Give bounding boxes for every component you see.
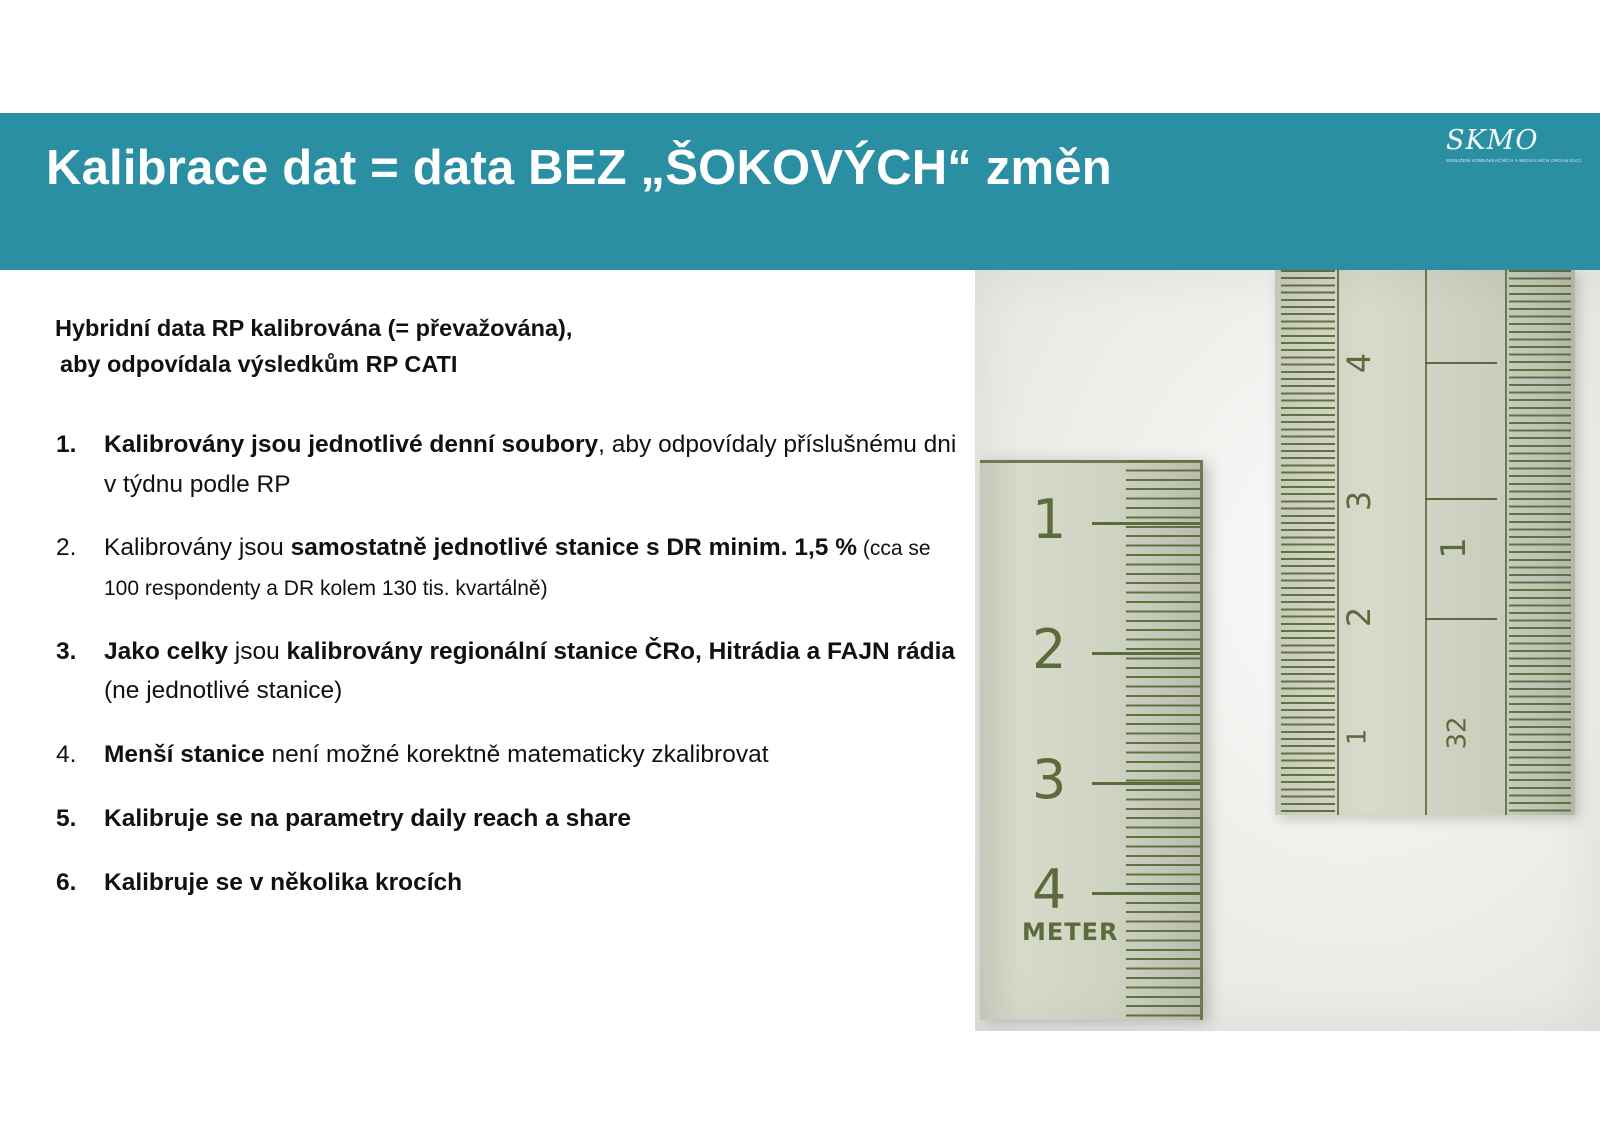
list-item xyxy=(52,425,957,504)
inch-label-2: 2 xyxy=(1340,606,1379,628)
list-item-text: jsou xyxy=(227,637,287,665)
metric-label-2: 2 xyxy=(1032,618,1067,681)
list-item-text: (ne jednotlivé stanice) xyxy=(104,677,343,705)
logo-wordmark: SKMO xyxy=(1446,125,1539,156)
lead-line-1: Hybridní data RP kalibrována (= převažována), xyxy=(55,315,573,341)
inch-label-1-right: 1 xyxy=(1433,537,1474,559)
inch-ruler-guide-line-1 xyxy=(1337,270,1339,815)
slide-body xyxy=(0,270,975,1131)
list-item xyxy=(52,863,957,903)
metric-label-3: 3 xyxy=(1032,748,1067,811)
logo-subtext: SDRUŽENÍ KOMUNIKAČNÍCH A MEDIÁLNÍCH ORGANIZACÍ xyxy=(1446,158,1582,163)
list-item-text: Kalibrovány jsou jednotlivé denní soubory xyxy=(104,431,599,458)
list-item-text: Kalibruje se v několika krocích xyxy=(104,868,463,896)
list-item-number: 5. xyxy=(56,804,77,832)
metric-ruler-ticks xyxy=(1126,460,1200,1020)
inch-ruler xyxy=(1275,270,1575,815)
inch-majortick-2 xyxy=(1425,618,1497,620)
rulers-photo xyxy=(975,270,1600,1031)
list-item-number: 6. xyxy=(56,868,77,896)
page-title: Kalibrace dat = data BEZ „ŠOKOVÝCH“ změn xyxy=(46,141,1112,195)
inch-ruler-guide-line-3 xyxy=(1505,270,1507,815)
inch-ruler-left-ticks xyxy=(1281,270,1335,815)
list-item-text: Kalibrovány jsou xyxy=(104,534,291,562)
list-item-number: 3. xyxy=(56,637,77,665)
metric-unit-label: METER xyxy=(1022,918,1119,946)
list-item-text: samostatně jednotlivé stanice s DR minim. 1,5 % xyxy=(290,534,857,562)
lead-paragraph xyxy=(55,310,935,383)
lead-line-2: aby odpovídala výsledkům RP CATI xyxy=(60,351,458,378)
metric-ruler xyxy=(980,460,1203,1020)
list-item-text: Jako celky xyxy=(104,637,228,665)
metric-label-4: 4 xyxy=(1032,858,1067,921)
list-item-text: kalibrovány regionální stanice ČRo, Hitrádia a FAJN rádia xyxy=(286,637,956,665)
list-item xyxy=(52,735,957,775)
skmo-logo xyxy=(1446,125,1582,183)
list-item-text: Menší stanice xyxy=(104,741,265,769)
list-item-number: 2. xyxy=(56,534,77,562)
inch-majortick-4 xyxy=(1425,362,1497,364)
list-item xyxy=(52,632,957,711)
inch-label-3: 3 xyxy=(1340,490,1379,512)
inch-label-1-left: 1 xyxy=(1342,728,1373,746)
metric-majortick-1 xyxy=(1092,522,1200,525)
list-item-text: , aby odpovídaly příslušnému dni v týdnu podle RP xyxy=(104,431,957,498)
metric-majortick-2 xyxy=(1092,652,1200,655)
list-item-text: Kalibruje se na parametry daily reach a share xyxy=(104,804,632,832)
inch-label-4: 4 xyxy=(1340,352,1379,374)
metric-label-1: 1 xyxy=(1032,488,1067,551)
list-item-number: 4. xyxy=(56,741,77,769)
title-band xyxy=(0,113,1600,270)
list-item-text: (cca se 100 respondenty a DR kolem 130 tis. kvartálně) xyxy=(104,537,931,601)
metric-majortick-3 xyxy=(1092,782,1200,785)
inch-ruler-guide-line-2 xyxy=(1425,270,1427,815)
list-item-text: není možné korektně matematicky zkalibrovat xyxy=(264,741,769,769)
list-item xyxy=(52,528,957,607)
inch-label-32: 32 xyxy=(1442,716,1473,750)
inch-majortick-3 xyxy=(1425,498,1497,500)
list-item xyxy=(52,799,957,839)
numbered-points-list xyxy=(52,425,957,926)
list-item-number: 1. xyxy=(56,431,77,458)
inch-ruler-right-ticks xyxy=(1509,270,1571,815)
metric-majortick-4 xyxy=(1092,892,1200,895)
